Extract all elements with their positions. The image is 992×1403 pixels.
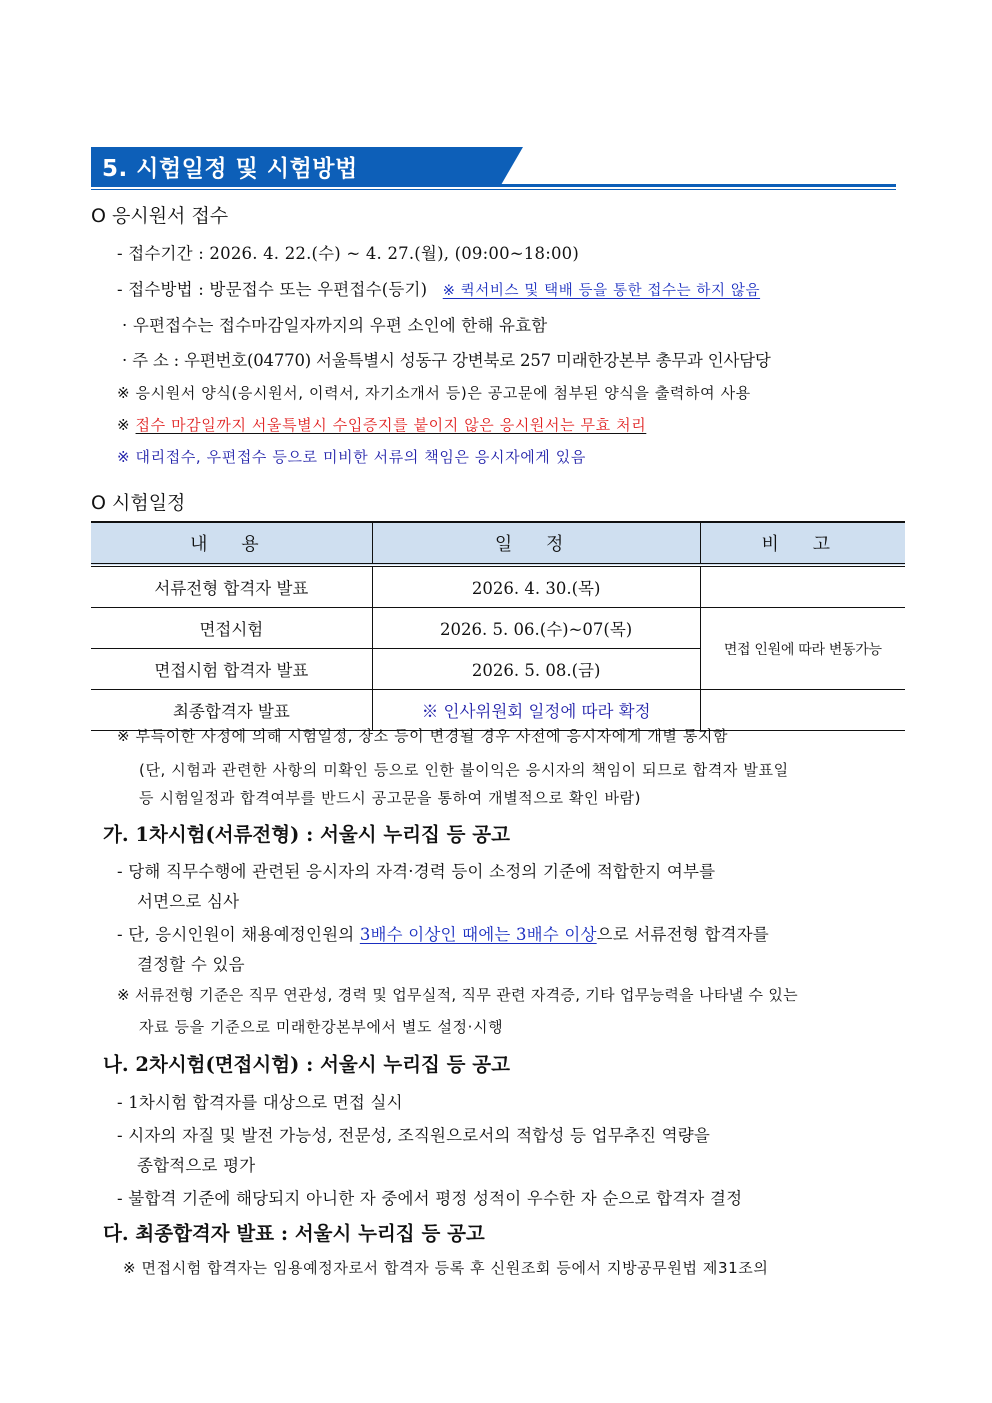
stage1-criteria-note: ※ 서류전형 기준은 직무 연관성, 경력 및 업무실적, 직무 관련 자격증, 기타 업무능력을 나타낼 수 있는: [117, 986, 798, 1004]
stage1-line-2-prefix: - 단, 응시인원이 채용예정인원의: [117, 925, 360, 944]
table-row: [91, 565, 905, 608]
stage2-heading: 나. 2차시험(면접시험) : 서울시 누리집 등 공고: [103, 1053, 510, 1076]
column-header-remark: 비 고: [700, 522, 905, 565]
note-text-warning: 접수 마감일까지 서울특별시 수입증지를 붙이지 않은 응시원서는 무효 처리: [135, 416, 647, 434]
postal-validity-note: · 우편접수는 접수마감일자까지의 우편 소인에 한해 유효함: [122, 316, 548, 335]
section-banner: [91, 147, 896, 189]
stage1-criteria-note-2: 자료 등을 기준으로 미래한강본부에서 별도 설정·시행: [139, 1018, 504, 1036]
application-method: [117, 276, 760, 300]
banner-slant: [501, 147, 523, 185]
cell-date: 2026. 5. 06.(수)~07(목): [372, 608, 700, 649]
note-mark: ※: [117, 416, 131, 434]
cell-item: 최종합격자 발표: [91, 690, 372, 731]
stage1-line-1a: - 당해 직무수행에 관련된 응시자의 자격·경력 등이 소정의 기준에 적합한지 여부를: [117, 862, 716, 881]
column-header-date: 일 정: [372, 522, 700, 565]
stage1-line-2-suffix: 으로 서류전형 합격자를: [596, 925, 769, 944]
application-heading: O 응시원서 접수: [91, 205, 229, 227]
cell-item: 서류전형 합격자 발표: [91, 565, 372, 608]
note-text: 응시원서 양식(응시원서, 이력서, 자기소개서 등)은 공고문에 첨부된 양식을 출력하여 사용: [135, 384, 751, 402]
stage1-line-2b: 결정할 수 있음: [137, 955, 245, 974]
stage2-line-3: - 불합격 기준에 해당되지 아니한 자 중에서 평정 성적이 우수한 자 순으로 합격자 결정: [117, 1189, 743, 1208]
stage2-line-2a: - 시자의 자질 및 발전 가능성, 전문성, 조직원으로서의 적합성 등 업무추진 역량을: [117, 1126, 711, 1145]
stage1-threshold-highlight: 3배수 이상인 때에는 3배수 이상: [359, 925, 597, 944]
schedule-change-note: ※ 부득이한 사정에 의해 시험일정, 장소 등이 변경될 경우 사전에 응시자에게 개별 통지함: [117, 727, 729, 745]
note-applicant-responsibility: [117, 446, 586, 467]
schedule-table: [91, 521, 905, 731]
schedule-change-detail-1: (단, 시험과 관련한 사항의 미확인 등으로 인한 불이익은 응시자의 책임이 되므로 합격자 발표일: [139, 761, 789, 779]
cell-date: ※ 인사위원회 일정에 따라 확정: [372, 690, 700, 731]
note-revenue-stamp: [117, 414, 646, 435]
cell-remark-merged: 면접 인원에 따라 변동가능: [700, 608, 905, 690]
schedule-change-detail-2: 등 시험일정과 합격여부를 반드시 공고문을 통하여 개별적으로 확인 바람): [139, 789, 642, 807]
stage1-line-1b: 서면으로 심사: [137, 892, 240, 911]
schedule-heading: O 시험일정: [91, 492, 186, 514]
cell-remark: [700, 565, 905, 608]
cell-item: 면접시험 합격자 발표: [91, 649, 372, 690]
cell-remark: [700, 690, 905, 731]
note-mark: ※: [117, 448, 131, 466]
final-note: ※ 면접시험 합격자는 임용예정자로서 합격자 등록 후 신원조회 등에서 지방공무원법 제31조의: [123, 1259, 769, 1277]
application-period: - 접수기간 : 2026. 4. 22.(수) ~ 4. 27.(월), (09:00~18:00): [117, 244, 579, 263]
note-text: 대리접수, 우편접수 등으로 미비한 서류의 책임은 응시자에게 있음: [135, 448, 586, 466]
cell-item: 면접시험: [91, 608, 372, 649]
stage1-line-2: [117, 921, 769, 945]
cell-date: 2026. 5. 08.(금): [372, 649, 700, 690]
table-row: [91, 608, 905, 649]
section-title: 5. 시험일정 및 시험방법: [102, 156, 358, 182]
banner-underline: [91, 184, 896, 187]
application-method-text: - 접수방법 : 방문접수 또는 우편접수(등기): [117, 280, 428, 299]
stage2-line-2b: 종합적으로 평가: [137, 1156, 256, 1175]
postal-address: · 주 소 : 우편번호(04770) 서울특별시 성동구 강변북로 257 미래한강본부 총무과 인사담당: [122, 351, 771, 370]
note-form-usage: [117, 382, 751, 403]
banner-underline-thin: [91, 189, 896, 190]
courier-not-accepted-note: ※ 퀵서비스 및 택배 등을 통한 접수는 하지 않음: [442, 283, 761, 299]
cell-date: 2026. 4. 30.(목): [372, 565, 700, 608]
stage2-line-1: - 1차시험 합격자를 대상으로 면접 실시: [117, 1093, 403, 1112]
table-header-row: [91, 522, 905, 565]
column-header-item: 내 용: [91, 522, 372, 565]
final-heading: 다. 최종합격자 발표 : 서울시 누리집 등 공고: [103, 1222, 485, 1245]
note-mark: ※: [117, 384, 131, 402]
stage1-heading: 가. 1차시험(서류전형) : 서울시 누리집 등 공고: [103, 823, 510, 846]
